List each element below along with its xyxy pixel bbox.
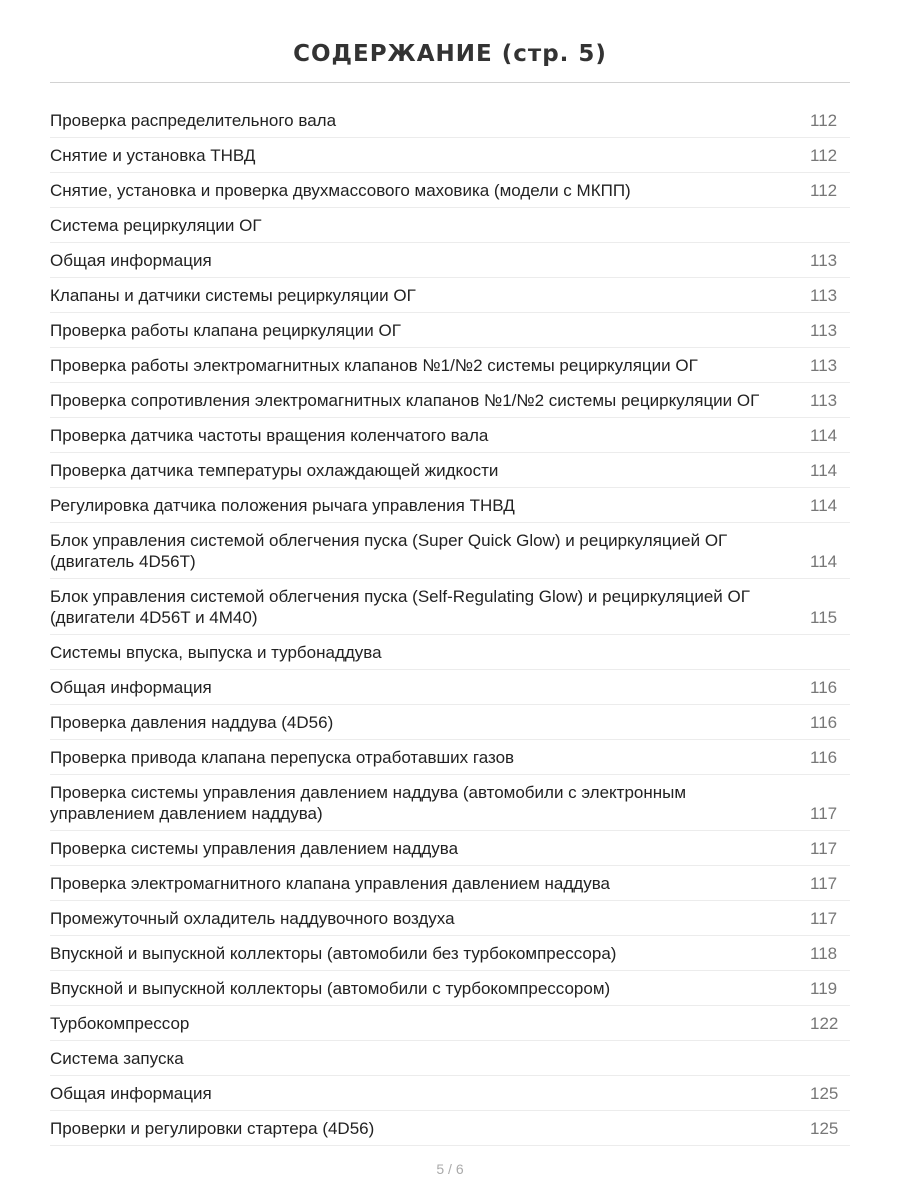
toc-entry[interactable] (50, 936, 850, 971)
toc-entry-title: Снятие, установка и проверка двухмассового маховика (модели с МКПП) (50, 181, 631, 200)
toc-entry-title: Проверка сопротивления электромагнитных клапанов №1/№2 системы рециркуляции ОГ (50, 391, 760, 410)
toc-entry-page: 116 (810, 713, 838, 732)
toc-entry-page: 116 (810, 748, 838, 767)
toc-entry-page: 112 (810, 111, 838, 130)
toc-entry[interactable] (50, 866, 850, 901)
toc-entry[interactable] (50, 579, 850, 635)
toc-entry-page: 125 (810, 1119, 839, 1138)
toc-entry-title: Общая информация (50, 251, 212, 270)
toc-entry-title: Проверка датчика частоты вращения коленчатого вала (50, 426, 489, 445)
page-indicator: 5 / 6 (436, 1161, 464, 1177)
toc-entry[interactable] (50, 1111, 850, 1146)
toc-entry-title: Общая информация (50, 678, 212, 697)
toc-entry[interactable] (50, 453, 850, 488)
toc-entry-page: 114 (810, 426, 838, 445)
toc-entry[interactable] (50, 523, 850, 579)
toc-entry-title: Блок управления системой облегчения пуска (Self-Regulating Glow) и рециркуляцией ОГ (двигатели 4D56T и 4M40) (50, 587, 750, 627)
toc-entry[interactable] (50, 488, 850, 523)
toc-entry-page: 113 (810, 251, 838, 270)
toc-entry-title: Регулировка датчика положения рычага управления ТНВД (50, 496, 515, 515)
toc-entry-title: Общая информация (50, 1084, 212, 1103)
toc-entry[interactable] (50, 670, 850, 705)
toc-entry[interactable] (50, 1041, 850, 1076)
toc-entry-page: 115 (810, 608, 838, 627)
toc-entry[interactable] (50, 173, 850, 208)
toc-entry[interactable] (50, 705, 850, 740)
toc-entry[interactable] (50, 1006, 850, 1041)
toc-entry-page: 117 (810, 909, 838, 928)
toc-entry[interactable] (50, 103, 850, 138)
toc-entry[interactable] (50, 208, 850, 243)
toc-entry[interactable] (50, 1076, 850, 1111)
toc-entry-page: 114 (810, 552, 838, 571)
toc-entry-title: Снятие и установка ТНВД (50, 146, 256, 165)
toc-entry-page: 117 (810, 874, 838, 893)
title-divider (50, 82, 850, 83)
table-of-contents (50, 103, 850, 1146)
toc-entry-page: 114 (810, 496, 838, 515)
toc-entry-page: 113 (810, 391, 838, 410)
toc-entry-page: 122 (810, 1014, 839, 1033)
toc-entry-title: Клапаны и датчики системы рециркуляции ОГ (50, 286, 416, 305)
toc-entry[interactable] (50, 313, 850, 348)
page-title: СОДЕРЖАНИЕ (стр. 5) (293, 41, 607, 67)
toc-entry-page: 125 (810, 1084, 839, 1103)
toc-entry-page: 117 (810, 804, 838, 823)
toc-entry-title: Система рециркуляции ОГ (50, 216, 262, 235)
toc-entry[interactable] (50, 740, 850, 775)
toc-entry-page: 112 (810, 146, 838, 165)
toc-entry[interactable] (50, 418, 850, 453)
toc-entry-page: 112 (810, 181, 838, 200)
toc-entry-title: Проверка электромагнитного клапана управления давлением наддува (50, 874, 611, 893)
toc-entry-title: Проверка работы клапана рециркуляции ОГ (50, 321, 401, 340)
toc-entry-page: 119 (810, 979, 838, 998)
toc-entry-title: Проверка датчика температуры охлаждающей жидкости (50, 461, 499, 480)
toc-entry-title: Проверка распределительного вала (50, 111, 337, 130)
toc-entry-title: Впускной и выпускной коллекторы (автомобили с турбокомпрессором) (50, 979, 611, 998)
toc-entry-title: Системы впуска, выпуска и турбонаддува (50, 643, 382, 662)
toc-entry-page: 118 (810, 944, 838, 963)
toc-entry-title: Проверка работы электромагнитных клапанов №1/№2 системы рециркуляции ОГ (50, 356, 698, 375)
toc-entry-title: Промежуточный охладитель наддувочного воздуха (50, 909, 455, 928)
toc-entry[interactable] (50, 635, 850, 670)
toc-entry[interactable] (50, 901, 850, 936)
toc-entry[interactable] (50, 971, 850, 1006)
toc-entry-page: 113 (810, 356, 838, 375)
toc-entry-title: Проверка системы управления давлением наддува (50, 839, 459, 858)
toc-entry[interactable] (50, 383, 850, 418)
toc-entry[interactable] (50, 348, 850, 383)
toc-entry-title: Проверка привода клапана перепуска отработавших газов (50, 748, 515, 767)
toc-entry-title: Проверка системы управления давлением наддува (автомобили с электронным управлением давлением наддува) (50, 783, 687, 823)
toc-entry-title: Впускной и выпускной коллекторы (автомобили без турбокомпрессора) (50, 944, 617, 963)
toc-entry-page: 114 (810, 461, 838, 480)
toc-entry-title: Проверки и регулировки стартера (4D56) (50, 1119, 375, 1138)
toc-entry-page: 113 (810, 321, 838, 340)
toc-entry-page: 113 (810, 286, 838, 305)
toc-entry-title: Турбокомпрессор (50, 1014, 190, 1033)
toc-entry-title: Проверка давления наддува (4D56) (50, 713, 334, 732)
toc-entry-page: 117 (810, 839, 838, 858)
toc-entry[interactable] (50, 831, 850, 866)
toc-entry-page: 116 (810, 678, 838, 697)
toc-entry[interactable] (50, 278, 850, 313)
toc-entry[interactable] (50, 243, 850, 278)
toc-entry-title: Система запуска (50, 1049, 184, 1068)
toc-entry-title: Блок управления системой облегчения пуска (Super Quick Glow) и рециркуляцией ОГ (двигатель 4D56T) (50, 531, 728, 571)
toc-entry[interactable] (50, 138, 850, 173)
toc-entry[interactable] (50, 775, 850, 831)
